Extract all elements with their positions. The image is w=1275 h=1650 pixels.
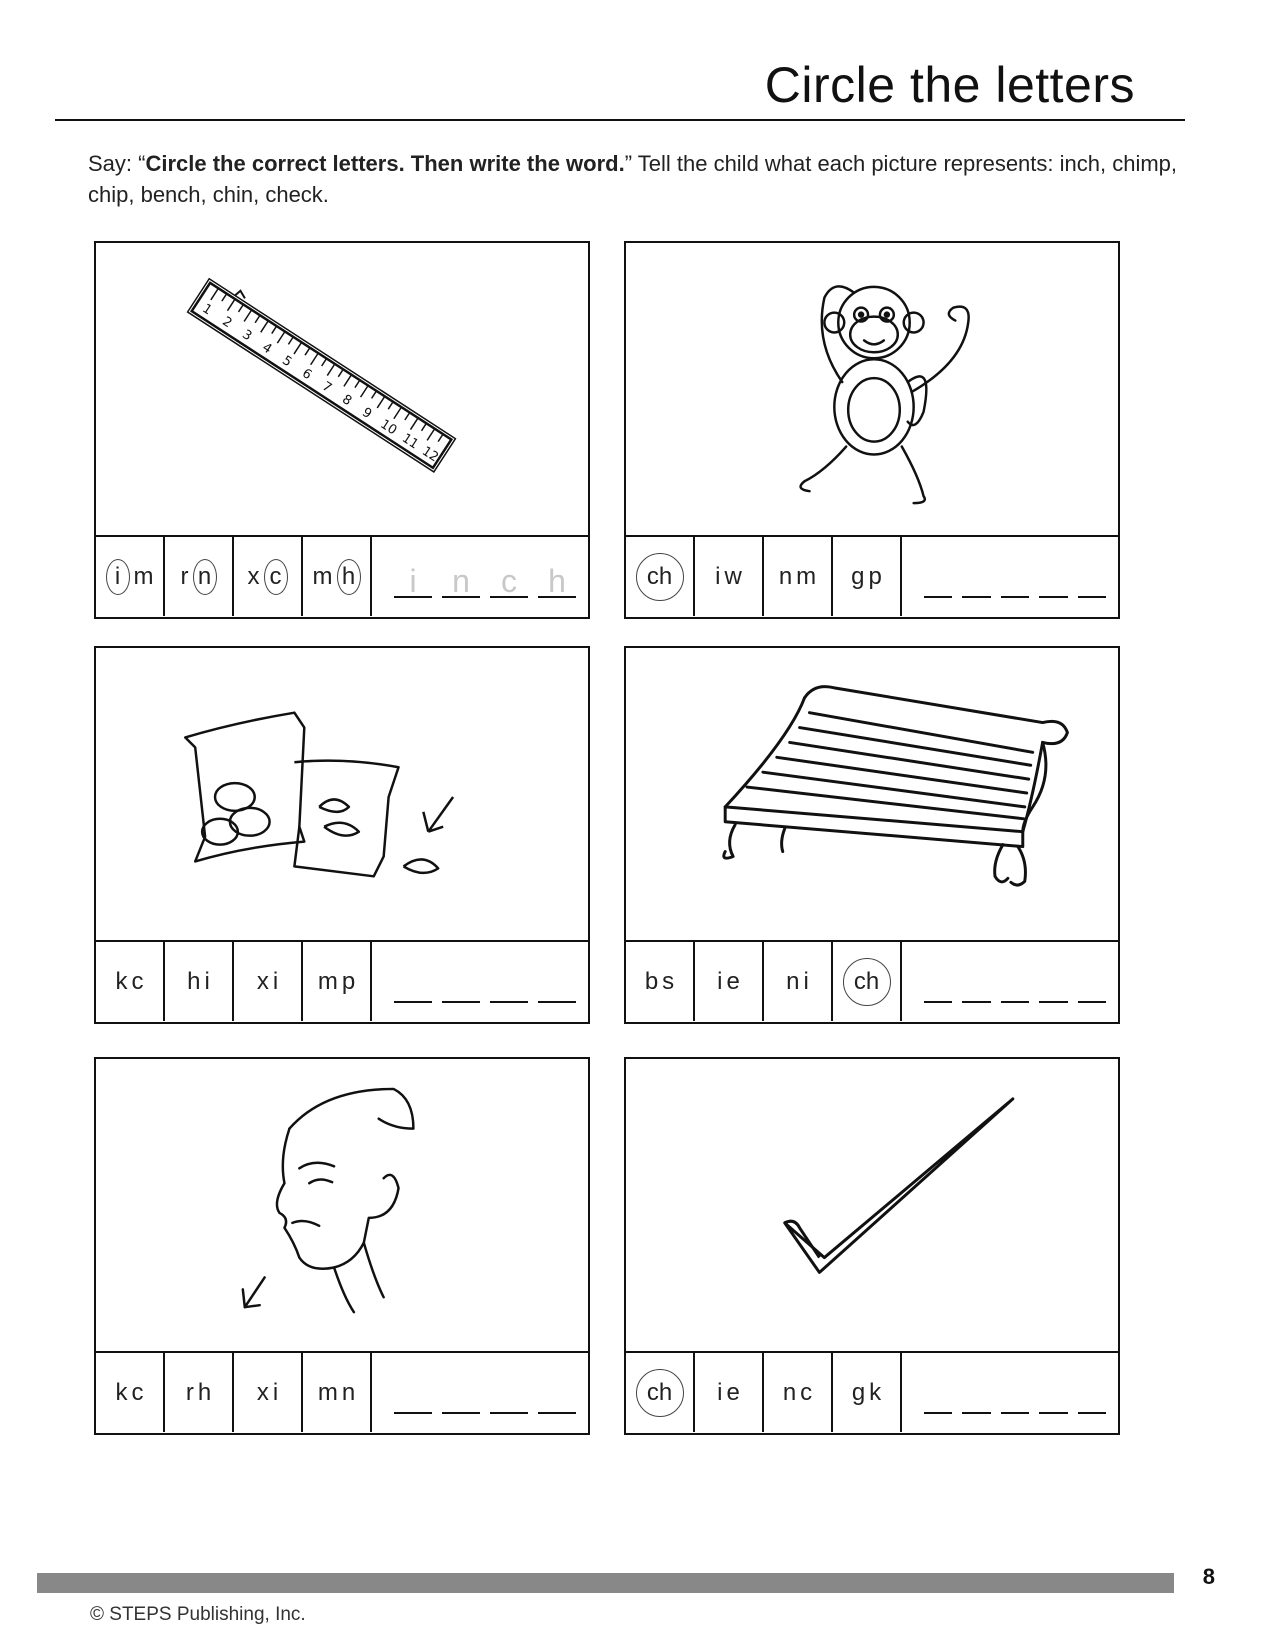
letter-cell[interactable]	[626, 1353, 695, 1432]
answer-blank[interactable]	[924, 566, 952, 598]
answer-area[interactable]	[372, 942, 588, 1021]
letter-option[interactable]: g	[851, 1378, 866, 1406]
answer-blank[interactable]	[1078, 1382, 1106, 1414]
letter-option[interactable]: c	[264, 559, 288, 595]
svg-text:4: 4	[259, 340, 275, 358]
letter-option[interactable]: e	[726, 1378, 740, 1406]
letter-option[interactable]: h	[187, 967, 201, 995]
letter-option[interactable]: k	[115, 967, 128, 995]
letter-option[interactable]: w	[724, 562, 742, 590]
face-chin-icon	[96, 1059, 588, 1351]
svg-text:11: 11	[399, 430, 421, 453]
letter-option[interactable]: m	[317, 967, 338, 995]
letter-row	[96, 1353, 588, 1432]
letter-option[interactable]: k	[115, 1378, 128, 1406]
letter-cell[interactable]	[303, 537, 372, 616]
instructions-suffix: ” Tell the child what each picture represents: inch, chimp, chip, bench, chin, check.	[88, 151, 1178, 207]
title-divider	[55, 119, 1185, 121]
letter-cell[interactable]	[695, 942, 764, 1021]
letter-option[interactable]: k	[869, 1378, 882, 1406]
letter-option[interactable]: m	[317, 1378, 338, 1406]
letter-cell[interactable]	[96, 1353, 165, 1432]
letter-option[interactable]: i	[272, 967, 279, 995]
answer-blank[interactable]	[490, 563, 528, 599]
letter-option[interactable]: g	[851, 562, 865, 590]
svg-text:5: 5	[279, 353, 295, 371]
letter-option[interactable]: i	[715, 562, 721, 590]
letter-cell[interactable]	[626, 942, 695, 1021]
letter-option[interactable]: r	[180, 562, 189, 590]
letter-cell[interactable]	[234, 537, 303, 616]
card-chip	[94, 646, 590, 1024]
letter-cell[interactable]	[234, 1353, 303, 1432]
letter-option[interactable]: n	[778, 562, 793, 590]
answer-blank[interactable]	[442, 971, 480, 1003]
letter-option[interactable]: c	[131, 967, 144, 995]
letter-cell[interactable]	[626, 537, 695, 616]
svg-text:3: 3	[239, 327, 255, 345]
traced-letter: i	[409, 563, 417, 599]
answer-blank[interactable]	[1039, 1382, 1067, 1414]
answer-blank[interactable]	[924, 971, 952, 1003]
svg-text:2: 2	[219, 314, 235, 332]
letter-cell[interactable]	[695, 1353, 764, 1432]
answer-blank[interactable]	[442, 563, 480, 599]
letter-row	[626, 537, 1118, 616]
traced-letter: c	[501, 563, 517, 599]
letter-option[interactable]: ch	[636, 553, 684, 601]
letter-option[interactable]: n	[786, 967, 800, 995]
answer-blank[interactable]	[394, 1382, 432, 1414]
letter-row	[626, 942, 1118, 1021]
monkey-icon	[626, 243, 1118, 535]
svg-text:1: 1	[199, 301, 215, 319]
answer-blank[interactable]	[962, 971, 990, 1003]
letter-option[interactable]: i	[717, 1378, 723, 1406]
letter-cell[interactable]	[165, 942, 234, 1021]
letter-option[interactable]: x	[256, 967, 269, 995]
letter-option[interactable]: n	[782, 1378, 797, 1406]
answer-blank[interactable]	[1039, 566, 1067, 598]
answer-blank[interactable]	[924, 1382, 952, 1414]
answer-blank[interactable]	[1001, 1382, 1029, 1414]
picture-panel	[626, 648, 1118, 942]
letter-cell[interactable]	[96, 942, 165, 1021]
bench-icon	[626, 648, 1118, 940]
page-title: Circle the letters	[764, 57, 1135, 113]
letter-option[interactable]: i	[272, 1378, 279, 1406]
letter-option[interactable]: r	[185, 1378, 194, 1406]
answer-blank[interactable]	[394, 971, 432, 1003]
card-chin	[94, 1057, 590, 1435]
letter-row	[96, 942, 588, 1021]
answer-area[interactable]	[372, 1353, 588, 1432]
answer-blank[interactable]	[490, 1382, 528, 1414]
ruler-icon	[96, 243, 588, 535]
instructions	[88, 148, 1208, 210]
picture-panel	[96, 243, 588, 537]
copyright: © STEPS Publishing, Inc.	[90, 1604, 306, 1625]
answer-blank[interactable]	[1001, 566, 1029, 598]
svg-text:10: 10	[377, 416, 400, 439]
letter-option[interactable]: x	[256, 1378, 269, 1406]
answer-blank[interactable]	[1039, 971, 1067, 1003]
picture-panel	[96, 1059, 588, 1353]
answer-area[interactable]	[902, 537, 1118, 616]
letter-cell[interactable]	[833, 537, 902, 616]
letter-cell[interactable]	[96, 537, 165, 616]
answer-area[interactable]	[902, 1353, 1118, 1432]
letter-cell[interactable]	[303, 1353, 372, 1432]
letter-option[interactable]: i	[717, 967, 723, 995]
card-inch	[94, 241, 590, 619]
letter-cell[interactable]	[165, 1353, 234, 1432]
traced-letter: h	[548, 563, 566, 599]
answer-blank[interactable]	[1001, 971, 1029, 1003]
page-number: 8	[1202, 1564, 1215, 1589]
picture-panel	[96, 648, 588, 942]
answer-blank[interactable]	[538, 971, 576, 1003]
letter-option[interactable]: c	[131, 1378, 144, 1406]
picture-panel	[626, 243, 1118, 537]
letter-row	[626, 1353, 1118, 1432]
answer-blank[interactable]	[962, 1382, 990, 1414]
letter-option[interactable]: h	[197, 1378, 212, 1406]
letter-option[interactable]: m	[133, 562, 154, 590]
letter-row	[96, 537, 588, 616]
letter-option[interactable]: c	[800, 1378, 813, 1406]
letter-cell[interactable]	[695, 537, 764, 616]
letter-option[interactable]: x	[247, 562, 260, 590]
picture-panel	[626, 1059, 1118, 1353]
letter-cell[interactable]	[764, 537, 833, 616]
letter-cell[interactable]	[833, 1353, 902, 1432]
letter-option[interactable]: p	[341, 967, 356, 995]
answer-blank[interactable]	[442, 1382, 480, 1414]
letter-cell[interactable]	[234, 942, 303, 1021]
traced-letter: n	[452, 563, 470, 599]
letter-cell[interactable]	[764, 1353, 833, 1432]
answer-blank[interactable]	[962, 566, 990, 598]
letter-cell[interactable]	[764, 942, 833, 1021]
svg-text:6: 6	[299, 366, 315, 384]
letter-option[interactable]: b	[644, 967, 659, 995]
letter-cell[interactable]	[165, 537, 234, 616]
answer-blank[interactable]	[490, 971, 528, 1003]
answer-blank[interactable]	[538, 1382, 576, 1414]
checkmark-icon	[626, 1059, 1118, 1351]
letter-option[interactable]: m	[312, 562, 333, 590]
card-check	[624, 1057, 1120, 1435]
letter-option[interactable]: ch	[843, 958, 891, 1006]
letter-option[interactable]: ch	[636, 1369, 684, 1417]
card-bench	[624, 646, 1120, 1024]
svg-text:9: 9	[359, 404, 375, 423]
answer-blank[interactable]	[1078, 971, 1106, 1003]
letter-option[interactable]: i	[803, 967, 809, 995]
letter-option[interactable]: e	[726, 967, 740, 995]
letter-option[interactable]: h	[337, 559, 361, 595]
instructions-bold: Circle the correct letters. Then write the word.	[145, 151, 625, 176]
answer-blank[interactable]	[394, 563, 432, 599]
letter-cell[interactable]	[833, 942, 902, 1021]
letter-option[interactable]: p	[868, 562, 882, 590]
svg-text:7: 7	[319, 379, 335, 397]
letter-option[interactable]: i	[106, 559, 130, 595]
letter-cell[interactable]	[303, 942, 372, 1021]
card-chimp	[624, 241, 1120, 619]
letter-option[interactable]: i	[204, 967, 210, 995]
answer-blank[interactable]	[1078, 566, 1106, 598]
answer-blank[interactable]	[538, 563, 576, 599]
answer-area[interactable]	[372, 537, 588, 616]
instructions-prefix: Say: “	[88, 151, 146, 176]
letter-option[interactable]: n	[341, 1378, 356, 1406]
svg-text:8: 8	[339, 392, 355, 410]
letter-option[interactable]: m	[796, 562, 817, 590]
answer-area[interactable]	[902, 942, 1118, 1021]
letter-option[interactable]: s	[662, 967, 675, 995]
footer-bar	[37, 1573, 1174, 1593]
chips-bag-icon	[96, 648, 588, 940]
letter-option[interactable]: n	[193, 559, 217, 595]
svg-text:12: 12	[419, 443, 441, 466]
